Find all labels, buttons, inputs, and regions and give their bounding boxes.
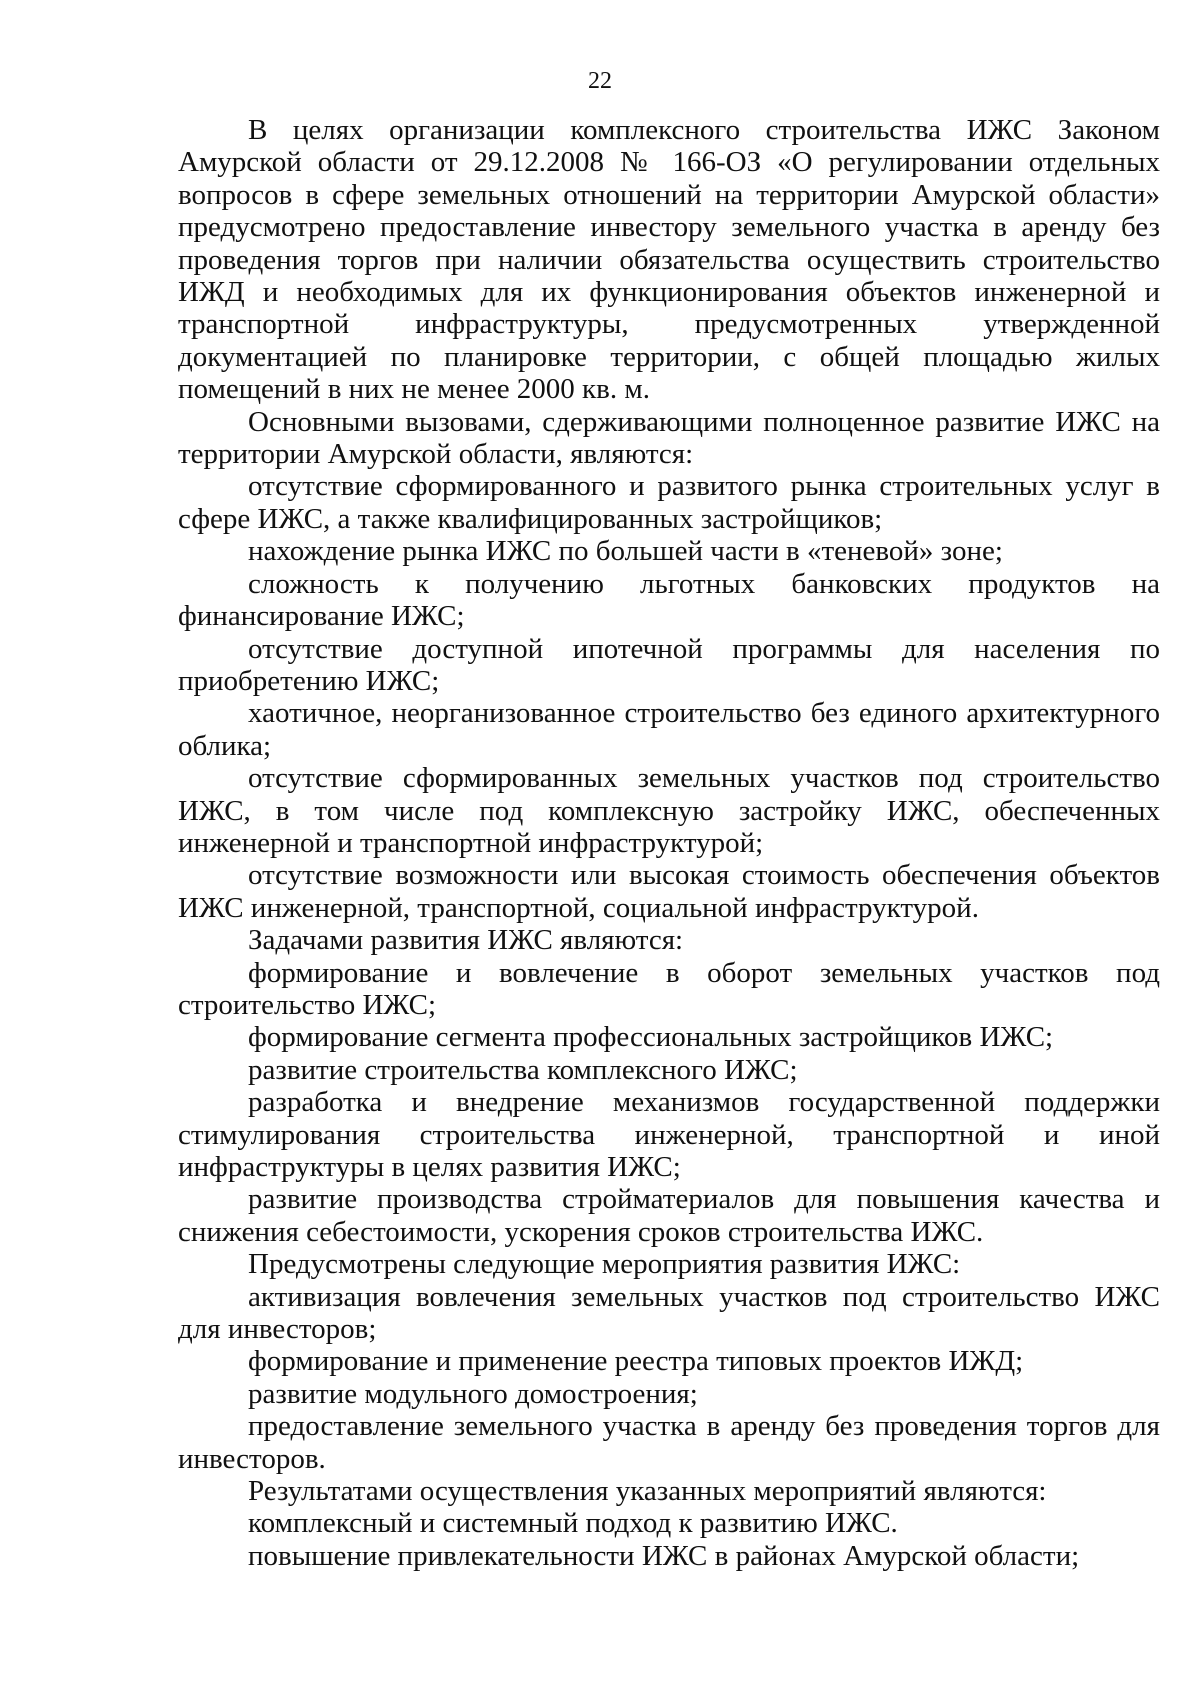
paragraph: отсутствие сформированного и развитого рынка строительных услуг в сфере ИЖС, а также квалифицированных застройщиков; xyxy=(178,470,1160,535)
paragraph: формирование сегмента профессиональных застройщиков ИЖС; xyxy=(248,1021,1054,1054)
paragraph: развитие модульного домостроения; xyxy=(248,1377,698,1410)
paragraph: предоставление земельного участка в аренду без проведения торгов для инвесторов. xyxy=(178,1410,1160,1475)
paragraph: отсутствие возможности или высокая стоимость обеспечения объектов ИЖС инженерной, транспортной, социальной инфраструктурой. xyxy=(178,859,1160,924)
document-body xyxy=(178,114,1160,1572)
paragraph: Основными вызовами, сдерживающими полноценное развитие ИЖС на территории Амурской области, являются: xyxy=(178,405,1160,471)
paragraph: формирование и вовлечение в оборот земельных участков под строительство ИЖС; xyxy=(178,956,1160,1021)
paragraph: нахождение рынка ИЖС по большей части в «теневой» зоне; xyxy=(248,535,1003,568)
paragraph: формирование и применение реестра типовых проектов ИЖД; xyxy=(248,1345,1024,1378)
paragraph: развитие строительства комплексного ИЖС; xyxy=(248,1053,798,1086)
paragraph: В целях организации комплексного строительства ИЖС Законом Амурской области от 29.12.2008 № 166-ОЗ «О регулировании отдельных вопросов в сфере земельных отношений на территории Амурской области» предусмотрено предоставление инвестору земельного участка в аренду без проведения торгов при наличии обязательства осуществить строительство ИЖД и необходимых для их функционирования объектов инженерной и транспортной инфраструктуры, предусмотренных утвержденной документацией по планировке территории, с общей площадью жилых помещений в них не менее 2000 кв. м. xyxy=(178,114,1160,406)
paragraph: Задачами развития ИЖС являются: xyxy=(248,924,684,957)
paragraph: отсутствие доступной ипотечной программы для населения по приобретению ИЖС; xyxy=(178,632,1160,697)
paragraph: хаотичное, неорганизованное строительство без единого архитектурного облика; xyxy=(178,697,1160,762)
paragraph: отсутствие сформированных земельных участков под строительство ИЖС, в том числе под комплексную застройку ИЖС, обеспеченных инженерной и транспортной инфраструктурой; xyxy=(178,762,1160,859)
paragraph: комплексный и системный подход к развитию ИЖС. xyxy=(248,1507,898,1540)
paragraph: развитие производства стройматериалов для повышения качества и снижения себестоимости, ускорения сроков строительства ИЖС. xyxy=(178,1183,1160,1248)
paragraph: разработка и внедрение механизмов государственной поддержки стимулирования строительства инженерной, транспортной и иной инфраструктуры в целях развития ИЖС; xyxy=(178,1086,1160,1183)
paragraph: Предусмотрены следующие мероприятия развития ИЖС: xyxy=(248,1248,961,1281)
paragraph: активизация вовлечения земельных участков под строительство ИЖС для инвесторов; xyxy=(178,1280,1160,1346)
page-number: 22 xyxy=(588,68,612,94)
paragraph: сложность к получению льготных банковских продуктов на финансирование ИЖС; xyxy=(178,567,1160,633)
paragraph: Результатами осуществления указанных мероприятий являются: xyxy=(248,1475,1047,1508)
paragraph: повышение привлекательности ИЖС в районах Амурской области; xyxy=(248,1539,1080,1572)
